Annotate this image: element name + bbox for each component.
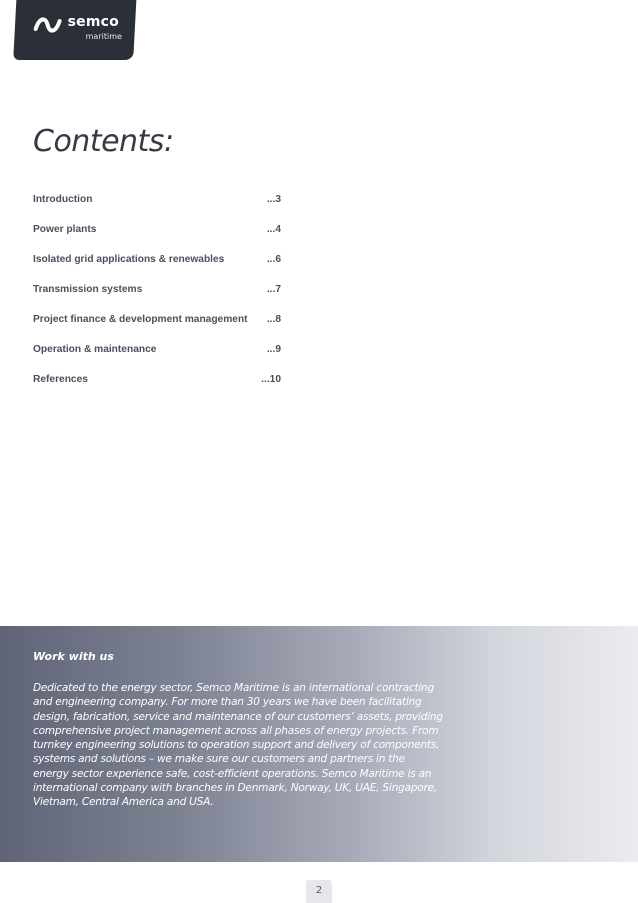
work-with-us-banner	[0, 626, 638, 862]
work-line: international company with branches in Denmark, Norway, UK, UAE, Singapore,	[33, 782, 437, 795]
toc-item[interactable]	[33, 282, 281, 312]
work-line: energy sector experience safe, cost-efficient operations. Semco Maritime is an	[33, 767, 432, 780]
brand-name: semco	[67, 14, 119, 30]
toc-item[interactable]	[33, 342, 281, 372]
work-line: turnkey engineering solutions to operation support and delivery of components,	[33, 739, 440, 752]
toc-page: ...6	[266, 254, 281, 265]
work-description	[33, 681, 473, 810]
toc-page: ...9	[266, 344, 281, 355]
toc-label: Introduction	[33, 194, 93, 205]
toc-item[interactable]	[33, 192, 281, 222]
toc-page: ...8	[266, 314, 281, 325]
work-line: Vietnam, Central America and USA.	[33, 796, 214, 809]
toc-item[interactable]	[33, 312, 281, 342]
toc-item[interactable]	[33, 222, 281, 252]
toc-label: Power plants	[33, 224, 97, 235]
brand-sub: maritime	[85, 32, 122, 41]
brand-logo	[13, 0, 137, 60]
work-line: Dedicated to the energy sector, Semco Maritime is an international contracting	[33, 682, 434, 694]
toc-page: ...3	[266, 194, 281, 205]
toc-item[interactable]	[33, 372, 281, 402]
toc-label: Project finance & development management	[33, 314, 248, 325]
toc-label: Transmission systems	[33, 284, 143, 295]
work-heading: Work with us	[33, 650, 114, 663]
toc-item[interactable]	[33, 252, 281, 282]
work-line: systems and solutions – we make sure our customers and partners in the	[33, 753, 405, 766]
page-title: Contents:	[33, 124, 174, 159]
toc-label: Isolated grid applications & renewables	[33, 254, 225, 265]
toc-page: ...10	[261, 374, 281, 385]
toc-label: Operation & maintenance	[33, 344, 157, 355]
toc-page: ...7	[266, 284, 281, 295]
work-line: comprehensive project management across all phases of energy projects. From	[33, 724, 439, 737]
semco-wave-icon	[34, 14, 62, 36]
work-line: design, fabrication, service and maintenance of our customers’ assets, providing	[33, 710, 443, 723]
work-line: and engineering company. For more than 30 years we have been facilitating	[33, 696, 422, 709]
table-of-contents	[33, 192, 281, 402]
toc-label: References	[33, 374, 88, 385]
page-number: 2	[306, 880, 332, 903]
toc-page: ...4	[266, 224, 281, 235]
